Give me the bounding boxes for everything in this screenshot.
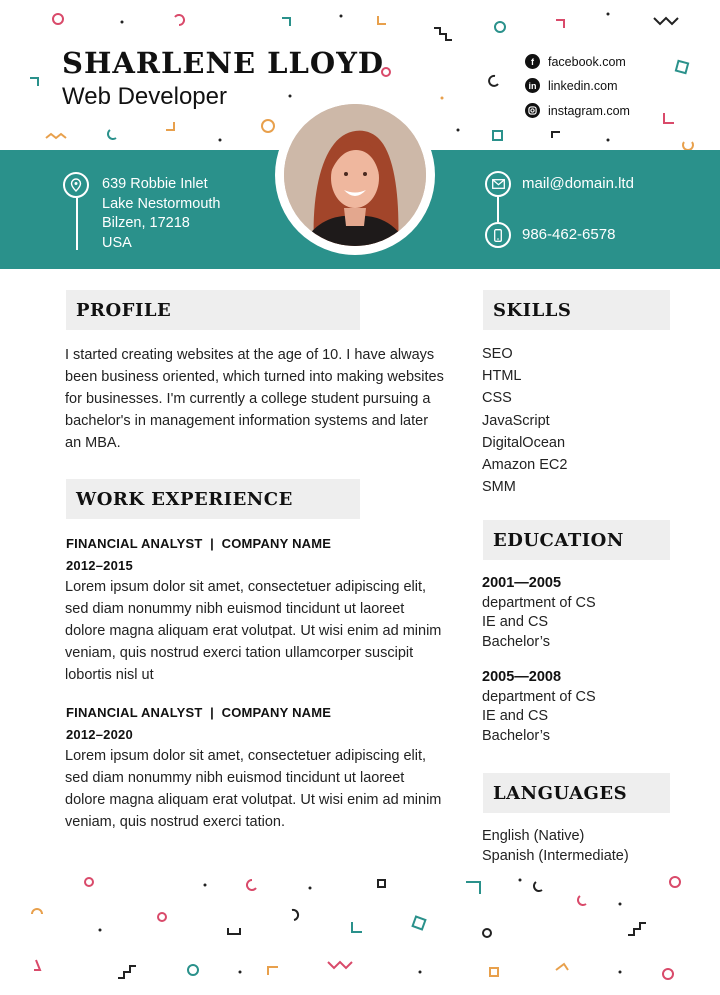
social-linkedin[interactable] <box>525 78 617 93</box>
education-line: IE and CS <box>482 708 549 724</box>
address-line: Bilzen, 17218 <box>102 215 190 231</box>
linkedin-icon: in <box>525 78 540 93</box>
instagram-icon <box>525 103 540 118</box>
education-entry <box>482 574 596 652</box>
social-instagram[interactable] <box>525 103 630 118</box>
profile-text: I started creating websites at the age of 10. I have always been business oriented, which turned into making websites for businesses. I'm currently a college student pursuing a bachelor's in management information systems and later an MBA. <box>65 347 444 451</box>
skill-item: HTML <box>482 368 522 385</box>
job-title: Web Developer <box>62 83 227 110</box>
social-label: facebook.com <box>548 54 626 69</box>
education-line: Bachelor’s <box>482 727 550 744</box>
phone-icon <box>485 222 511 248</box>
location-pin-icon <box>63 172 89 198</box>
skill-item: SEO <box>482 346 513 362</box>
email-link[interactable]: mail@domain.ltd <box>522 175 634 192</box>
address-block <box>102 175 220 253</box>
address-line: 639 Robbie Inlet <box>102 176 208 192</box>
work-experience-heading: WORK EXPERIENCE <box>66 479 360 519</box>
job-description: Lorem ipsum dolor sit amet, consectetuer adipiscing elit, sed diam nonummy nibh euismod tincidunt ut laoreet dolore magna aliquam erat volutpat. Ut wisi enim ad minim veniam, quis nostrud exerci tation ullamcorper suscipit lobortis nisl ut <box>65 579 442 683</box>
education-line: department of CS <box>482 594 596 611</box>
profile-heading: PROFILE <box>66 290 360 330</box>
skill-item: Amazon EC2 <box>482 457 568 474</box>
phone-number[interactable]: 986-462-6578 <box>522 226 616 243</box>
skill-item: JavaScript <box>482 412 550 429</box>
languages-list <box>482 827 629 866</box>
language-item: Spanish (Intermediate) <box>482 847 629 864</box>
facebook-icon: f <box>525 54 540 69</box>
contact-divider <box>497 197 499 222</box>
job-years: 2012–2020 <box>66 727 133 742</box>
job-title-company: FINANCIAL ANALYST | COMPANY NAME <box>66 705 332 720</box>
profile-photo <box>284 104 426 246</box>
education-line: IE and CS <box>482 614 549 630</box>
language-item: English (Native) <box>482 828 585 844</box>
candidate-name: SHARLENE LLOYD <box>62 46 385 80</box>
social-facebook[interactable] <box>525 54 626 69</box>
education-years: 2001—2005 <box>482 575 562 591</box>
address-line: USA <box>102 234 132 251</box>
social-label: instagram.com <box>548 103 630 118</box>
mail-icon <box>485 171 511 197</box>
skill-item: DigitalOcean <box>482 434 566 451</box>
education-line: department of CS <box>482 688 596 705</box>
social-label: linkedin.com <box>548 78 618 93</box>
skills-heading: SKILLS <box>483 290 670 330</box>
skill-item: SMM <box>482 479 516 496</box>
education-line: Bachelor’s <box>482 633 550 650</box>
skills-list <box>482 343 567 498</box>
languages-heading: LANGUAGES <box>483 773 670 813</box>
education-heading: EDUCATION <box>483 520 670 560</box>
skill-item: CSS <box>482 390 512 407</box>
job-title-company: FINANCIAL ANALYST | COMPANY NAME <box>66 536 332 551</box>
education-entry <box>482 668 596 746</box>
address-line: Lake Nestormouth <box>102 195 221 212</box>
job-years: 2012–2015 <box>66 558 133 573</box>
job-description: Lorem ipsum dolor sit amet, consectetuer adipiscing elit, sed diam nonummy nibh euismod tincidunt ut laoreet dolore magna aliquam erat volutpat. Ut wisi enim ad minim veniam, quis nostrud exerci tation. <box>65 748 442 830</box>
address-divider <box>76 198 78 250</box>
education-years: 2005—2008 <box>482 669 562 685</box>
